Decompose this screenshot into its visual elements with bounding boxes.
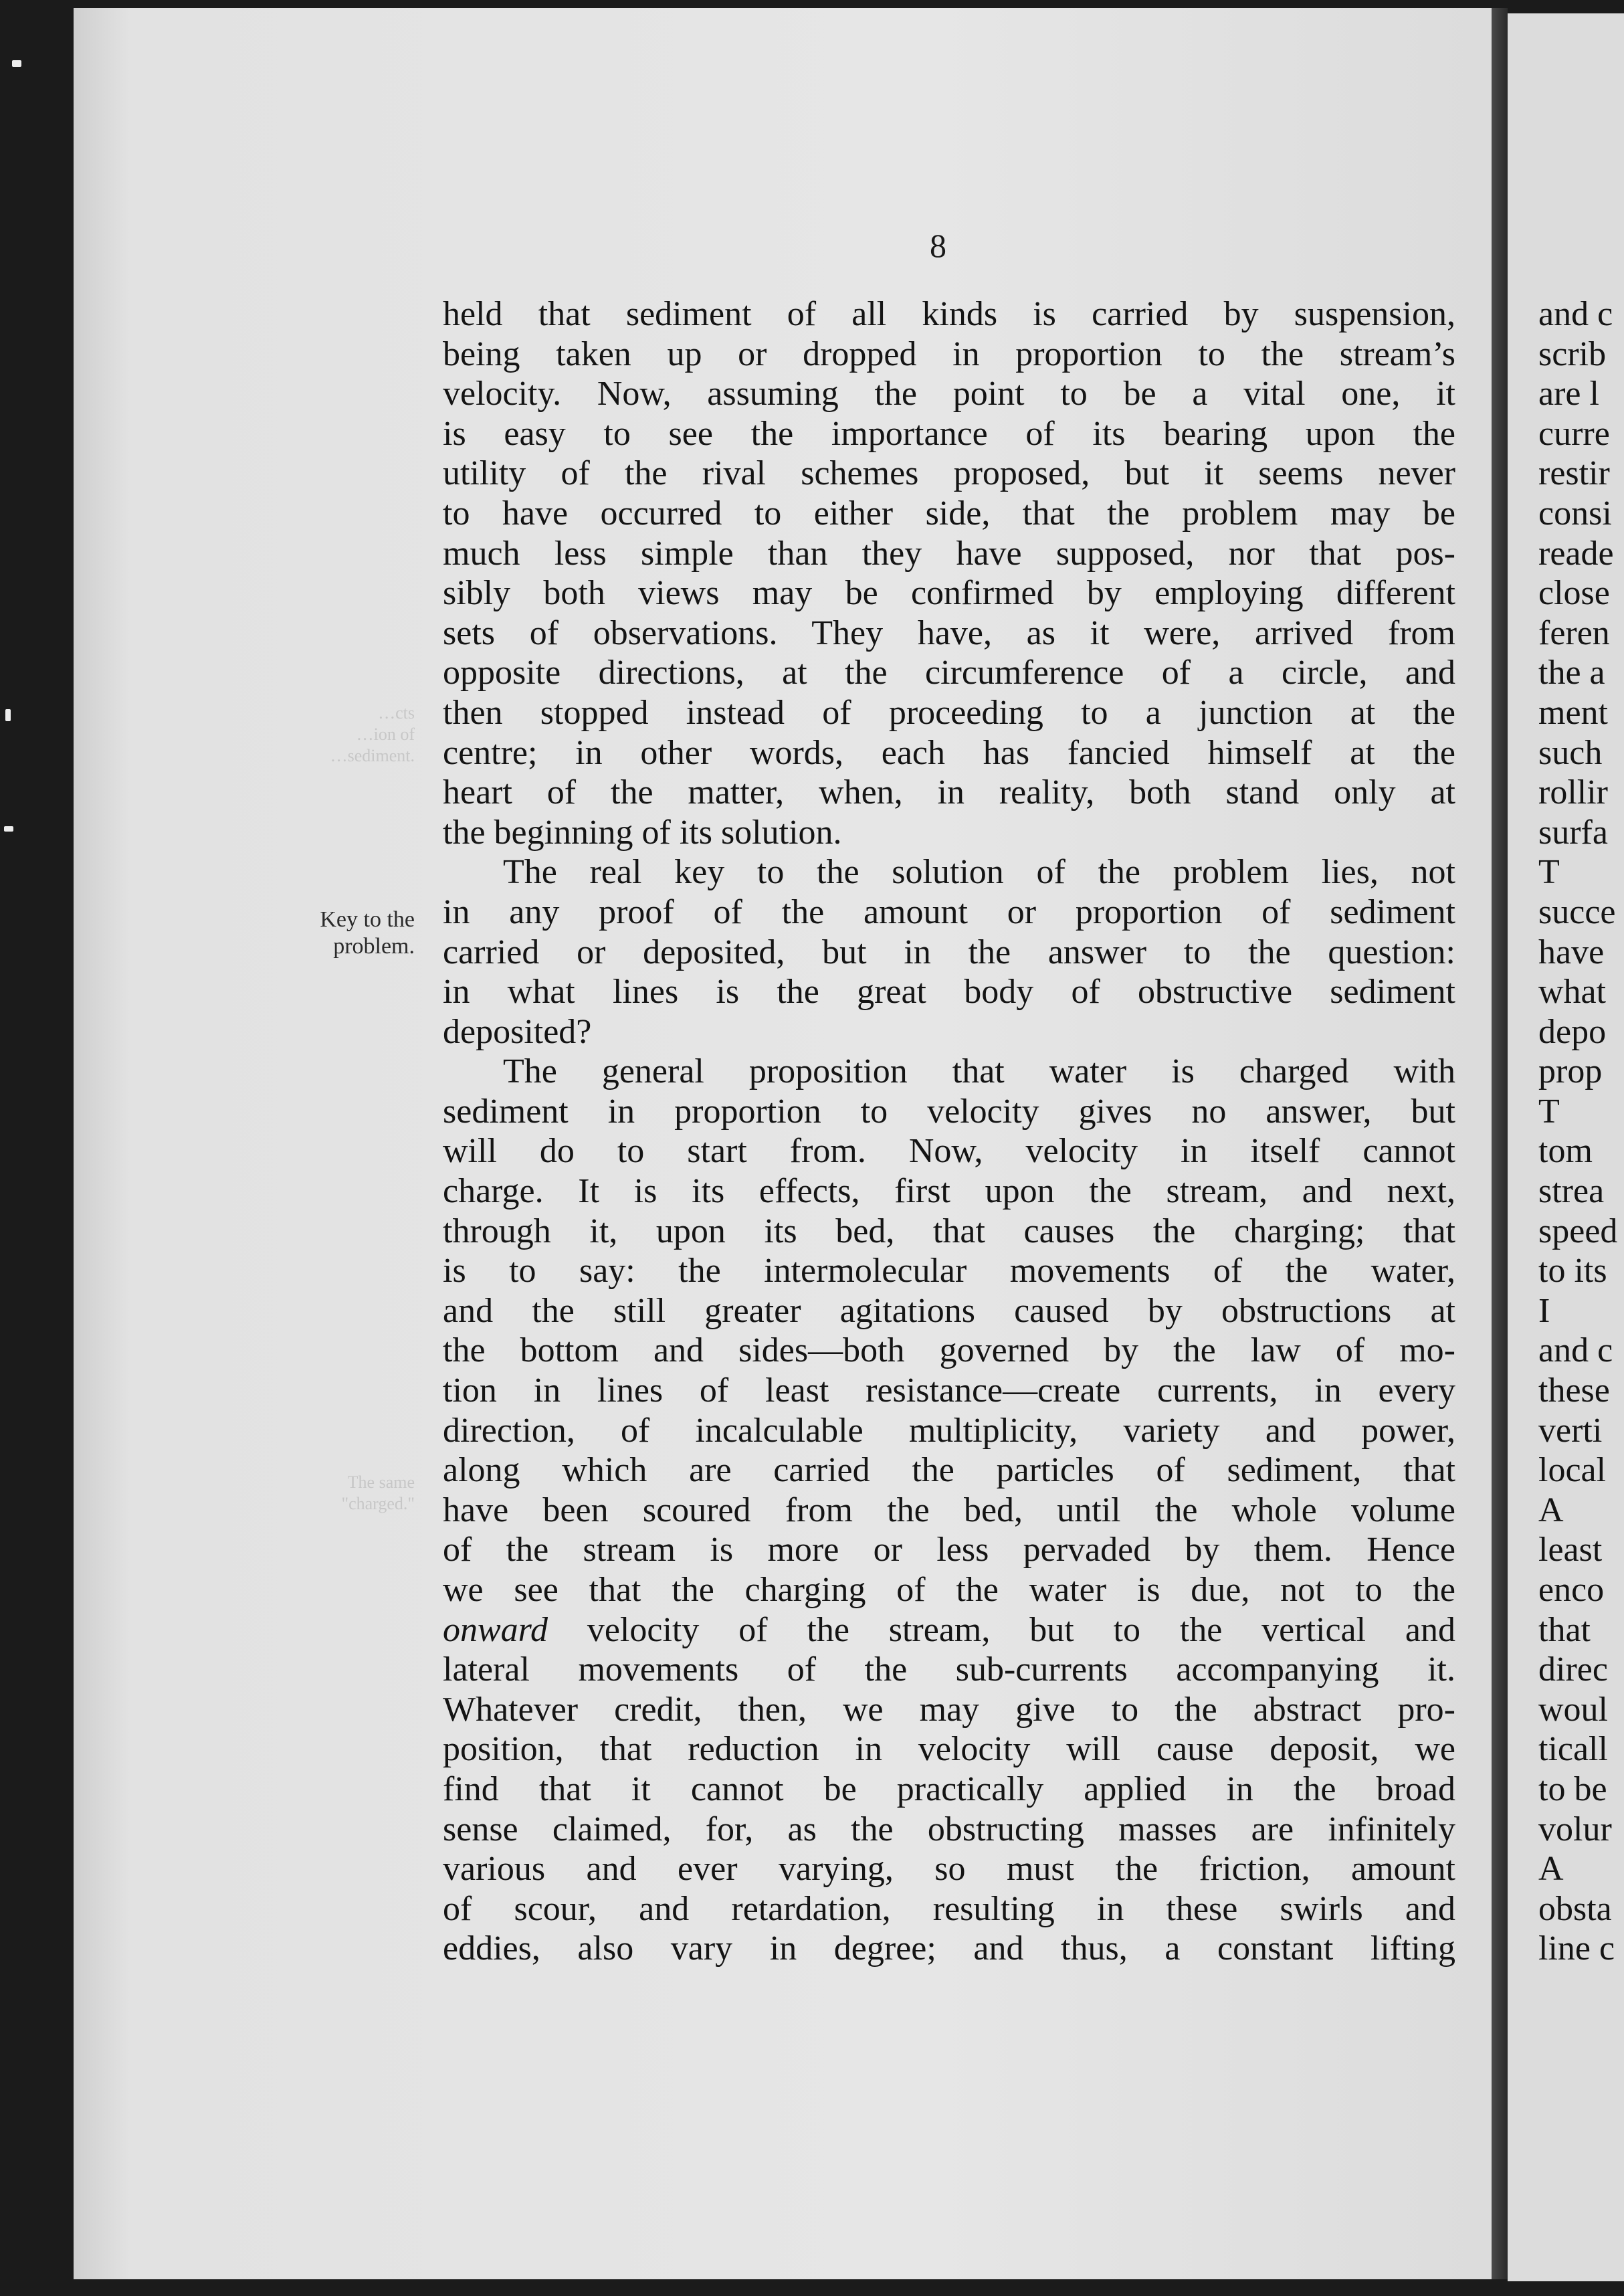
right-page-line: line c — [1538, 1929, 1615, 1968]
right-page-line: T — [1538, 853, 1560, 892]
text-line: direction, of incalculable multiplicity, variety and power, — [443, 1411, 1455, 1450]
right-page-line: strea — [1538, 1172, 1605, 1211]
text-line: then stopped instead of proceeding to a junction at the — [443, 693, 1455, 732]
text-line: lateral movements of the sub-currents accompanying it. — [443, 1650, 1455, 1689]
right-page-line: I — [1538, 1291, 1550, 1330]
right-page-line: rollir — [1538, 773, 1608, 812]
page-number: 8 — [930, 227, 946, 264]
show-through-note-top — [254, 702, 415, 767]
right-page-line: local — [1538, 1451, 1607, 1490]
text-line: is easy to see the importance of its bearing upon the — [443, 414, 1455, 453]
text-line: will do to start from. Now, velocity in itself cannot — [443, 1132, 1455, 1171]
right-page-line: that — [1538, 1610, 1591, 1649]
dust-speck — [4, 826, 13, 832]
right-page-line: restir — [1538, 454, 1610, 493]
right-page-line: have — [1538, 933, 1605, 971]
show-through-line: …sediment. — [330, 746, 415, 765]
show-through-line: …ion of — [356, 725, 415, 744]
right-page-line: enco — [1538, 1571, 1605, 1609]
show-through-note-bottom — [254, 1472, 415, 1515]
margin-note — [221, 906, 415, 960]
text-line: through it, upon its bed, that causes the charging; that — [443, 1212, 1455, 1250]
show-through-line: The same — [347, 1472, 415, 1492]
dust-speck — [12, 60, 21, 67]
right-page-line: ment — [1538, 693, 1608, 732]
right-page-line: succe — [1538, 892, 1616, 931]
text-line: the beginning of its solution. — [443, 813, 842, 852]
right-page-line: such — [1538, 733, 1603, 772]
text-line: in any proof of the amount or proportion of sediment — [443, 892, 1455, 931]
right-page-line: consi — [1538, 494, 1612, 533]
right-page-line: curre — [1538, 414, 1610, 453]
text-line: heart of the matter, when, in reality, both stand only at — [443, 773, 1455, 812]
text-line: The real key to the solution of the problem lies, not — [503, 853, 1455, 892]
text-line: the bottom and sides—both governed by the law of mo- — [443, 1331, 1455, 1370]
right-page-line: tom — [1538, 1132, 1593, 1171]
text-line: sediment in proportion to velocity gives no answer, but — [443, 1092, 1455, 1131]
text-line: position, that reduction in velocity will cause deposit, we — [443, 1730, 1455, 1769]
text-line: sibly both views may be confirmed by employing different — [443, 574, 1455, 613]
right-page-line: obsta — [1538, 1889, 1612, 1928]
right-page-line: ticall — [1538, 1730, 1608, 1769]
text-line: tion in lines of least resistance—create currents, in every — [443, 1371, 1455, 1410]
text-line: eddies, also vary in degree; and thus, a constant lifting — [443, 1929, 1455, 1968]
text-line: being taken up or dropped in proportion to the stream’s — [443, 334, 1455, 373]
right-page-line: to its — [1538, 1252, 1607, 1290]
text-line: find that it cannot be practically applied in the broad — [443, 1769, 1455, 1808]
text-line: held that sediment of all kinds is carried by suspension, — [443, 295, 1455, 333]
text-line: of the stream is more or less pervaded by them. Hence — [443, 1531, 1455, 1569]
text-line: opposite directions, at the circumference of a circle, and — [443, 654, 1455, 692]
margin-note-line: Key to the — [320, 907, 415, 932]
text-line: is to say: the intermolecular movements of the water, — [443, 1252, 1455, 1290]
right-page-line: A — [1538, 1850, 1564, 1889]
right-page-line: these — [1538, 1371, 1610, 1410]
right-page-line: volur — [1538, 1810, 1612, 1848]
text-line: The general proposition that water is charged with — [503, 1052, 1455, 1091]
right-page-line: to be — [1538, 1769, 1607, 1808]
text-line: of scour, and retardation, resulting in these swirls and — [443, 1889, 1455, 1928]
right-page-line: close — [1538, 574, 1610, 613]
right-page-line: and c — [1538, 295, 1613, 333]
text-line: various and ever varying, so must the friction, amount — [443, 1850, 1455, 1889]
body-text — [443, 294, 1455, 1969]
dust-speck — [5, 709, 11, 721]
show-through-line: "charged." — [341, 1494, 415, 1513]
right-page-line: and c — [1538, 1331, 1613, 1370]
text-line: charge. It is its effects, first upon the stream, and next, — [443, 1172, 1455, 1211]
right-page-line: A — [1538, 1491, 1564, 1529]
text-line: carried or deposited, but in the answer to the question: — [443, 933, 1455, 971]
right-page-line: verti — [1538, 1411, 1603, 1450]
text-line: we see that the charging of the water is due, not to the — [443, 1571, 1455, 1609]
right-page-line: speed — [1538, 1212, 1618, 1250]
right-page-line: are l — [1538, 375, 1599, 413]
right-page-line: woul — [1538, 1690, 1608, 1729]
right-page-line: scrib — [1538, 334, 1607, 373]
show-through-line: …cts — [378, 703, 415, 723]
right-page-line: depo — [1538, 1012, 1607, 1051]
margin-note-line: problem. — [333, 934, 415, 959]
right-page-line: surfa — [1538, 813, 1608, 852]
right-page-line: what — [1538, 973, 1607, 1012]
right-page-line: the a — [1538, 654, 1605, 692]
right-page-line: feren — [1538, 613, 1610, 652]
text-line: in what lines is the great body of obstructive sediment — [443, 973, 1455, 1012]
right-page-line: prop — [1538, 1052, 1603, 1091]
text-line: utility of the rival schemes proposed, but it seems never — [443, 454, 1455, 493]
right-page-text — [1538, 294, 1624, 1969]
text-line: sets of observations. They have, as it were, arrived from — [443, 613, 1455, 652]
text-line: onward velocity of the stream, but to the vertical and — [443, 1610, 1455, 1649]
text-line: velocity. Now, assuming the point to be a vital one, it — [443, 375, 1455, 413]
right-page-line: direc — [1538, 1650, 1608, 1689]
text-line: sense claimed, for, as the obstructing masses are infinitely — [443, 1810, 1455, 1848]
book-gutter — [1492, 8, 1508, 2279]
text-line: centre; in other words, each has fancied himself at the — [443, 733, 1455, 772]
text-line: along which are carried the particles of sediment, that — [443, 1451, 1455, 1490]
text-line: much less simple than they have supposed, nor that pos- — [443, 534, 1455, 573]
right-page-line: least — [1538, 1531, 1603, 1569]
text-line: Whatever credit, then, we may give to the abstract pro- — [443, 1690, 1455, 1729]
right-page-line: T — [1538, 1092, 1560, 1131]
text-line: and the still greater agitations caused by obstructions at — [443, 1291, 1455, 1330]
text-line: deposited? — [443, 1012, 592, 1051]
right-page-line: reade — [1538, 534, 1614, 573]
text-line: have been scoured from the bed, until the whole volume — [443, 1491, 1455, 1529]
text-line: to have occurred to either side, that the problem may be — [443, 494, 1455, 533]
